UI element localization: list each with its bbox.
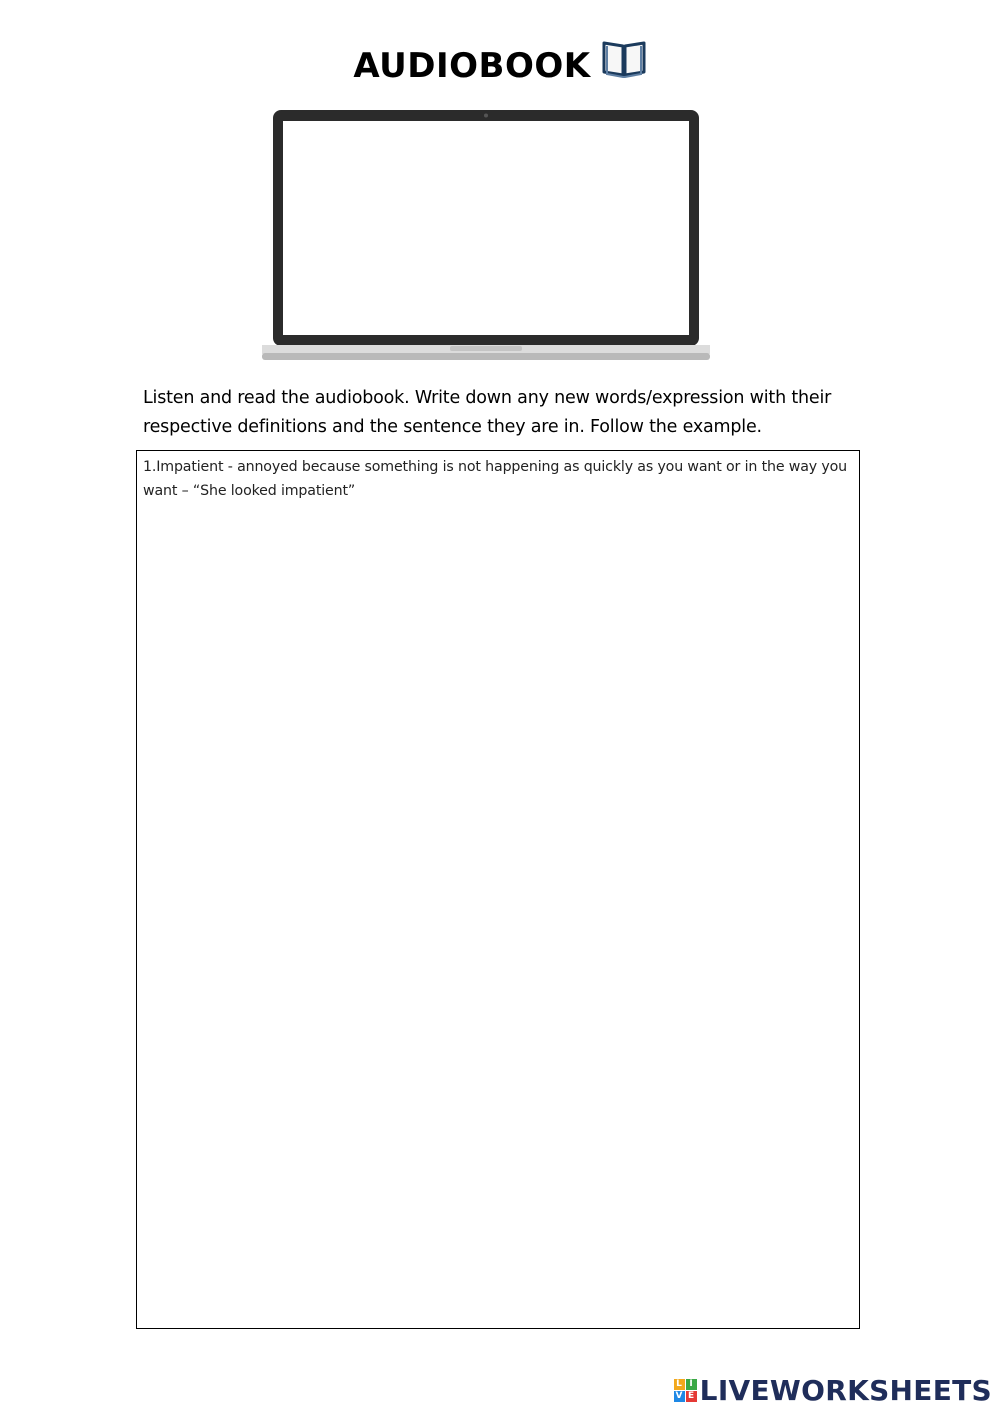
open-book-icon	[601, 39, 647, 90]
brand-name: LIVEWORKSHEETS	[699, 1374, 992, 1407]
title-text: AUDIOBOOK	[353, 46, 591, 86]
laptop-illustration	[260, 108, 712, 364]
liveworksheets-logo	[674, 1374, 992, 1407]
answer-textarea[interactable]	[136, 450, 860, 1329]
example-entry: 1.Impatient - annoyed because something is not happening as quickly as you want or in the way you want – “She looked impatient”	[143, 459, 848, 499]
logo-letter-l: L	[674, 1379, 685, 1390]
logo-letter-e: E	[686, 1391, 697, 1402]
logo-grid-icon	[674, 1379, 697, 1402]
worksheet-title	[0, 44, 1000, 90]
logo-letter-v: V	[675, 1391, 683, 1401]
instructions-text: Listen and read the audiobook. Write down any new words/expression with their respective definitions and the sentence they are in. Follow the example.	[143, 388, 832, 437]
logo-letter-i: I	[686, 1379, 697, 1390]
